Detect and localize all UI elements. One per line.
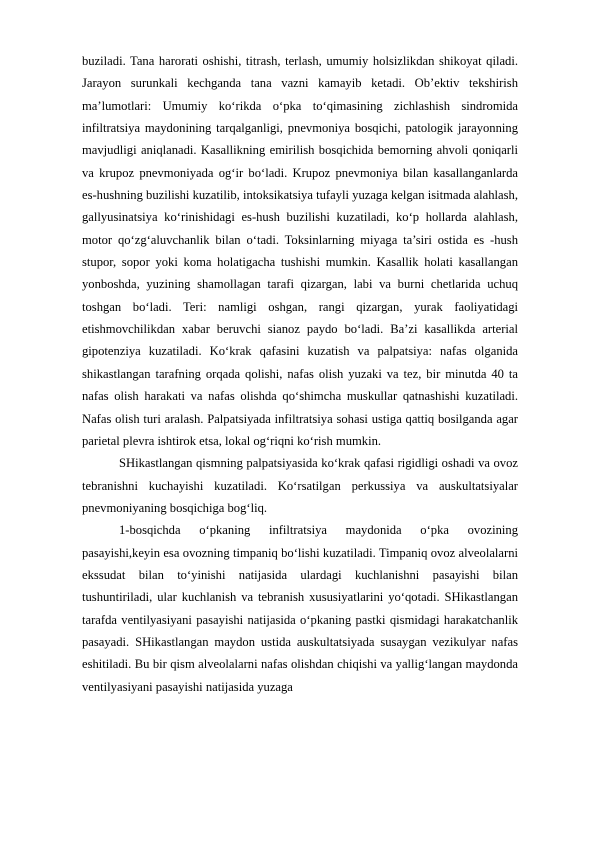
paragraph-patient-examination: buziladi. Tana harorati oshishi, titrash, terlash, umumiy holsizlikdan shikoyat qiladi. Jarayon surunkali kechganda tana vazni kamayib ketadi. Ob’ektiv tekshirish ma’lumotlari: Umumiy ko‘rikda o‘pka to‘qimasining zichlashish sindromida infiltratsiya maydonining tarqalganligi, pnevmoniya bosqichi, patologik jarayonning mavjudligi aniqlanadi. Kasallikning emirilish bosqichida bemorning ahvoli qoniqarli va krupoz pnevmoniyada og‘ir bo‘ladi. Krupoz pnevmoniya bilan kasallanganlarda es-hushning buzilishi kuzatilib, intoksikatsiya tufayli yuzaga kelgan isitmada alahlash, gallyusinatsiya ko‘rinishidagi es-hush buzilishi kuzatiladi, ko‘p hollarda alahlash, motor qo‘zg‘aluvchanlik bilan o‘tadi. Toksinlarning miyaga ta’siri ostida es -hush stupor, sopor yoki koma holatigacha tushishi mumkin. Kasallik holati kasallangan yonboshda, yuzining shamollagan tarafi qizargan, labi va burni chetlarida uchuq toshgan bo‘ladi. Teri: namligi oshgan, rangi qizargan, yurak faoliyatidagi etishmovchilikdan xabar beruvchi sianoz paydo bo‘ladi. Ba’zi kasallikda arterial gipotenziya kuzatiladi. Ko‘krak qafasini kuzatish va palpatsiya: nafas olganida shikastlangan tarafning orqada qolishi, nafas olish yuzaki va tez, bir minutda 40 ta nafas olish harakati va nafas olishda qo‘shimcha muskullar qatnashishi kuzatiladi. Nafas olish turi aralash. Palpatsiyada infiltratsiya sohasi ustiga qattiq bosilganda agar parietal plevra ishtirok etsa, lokal og‘riqni ko‘rish mumkin. (82, 54, 518, 448)
paragraph-first-stage: 1-bosqichda o‘pkaning infiltratsiya maydonida o‘pka ovozining pasayishi,keyin esa ovozning timpaniq bo‘lishi kuzatiladi. Timpaniq ovoz alveolalarni ekssudat bilan to‘yinishi natijasida ulardagi kuchlanishni pasayishi bilan tushuntiriladi, ular kuchlanish va tebranish xususiyatlarini yo‘qotadi. SHikastlangan tarafda ventilyasiyani pasayishi natijasida o‘pkaning pastki qismidagi harakatchanlik pasayadi. SHikastlangan maydon ustida auskultatsiyada susaygan vezikulyar nafas eshitiladi. Bu bir qism alveolalarni nafas olishdan chiqishi va yallig‘langan maydonda ventilyasiyani pasayishi natijasida yuzaga (82, 523, 518, 694)
paragraph-palpation: SHikastlangan qismning palpatsiyasida ko‘krak qafasi rigidligi oshadi va ovoz tebranishni kuchayishi kuzatiladi. Ko‘rsatilgan perkussiya va auskultatsiyalar pnevmoniyaning bosqichiga bog‘liq. (82, 456, 518, 515)
document-page (82, 50, 518, 698)
